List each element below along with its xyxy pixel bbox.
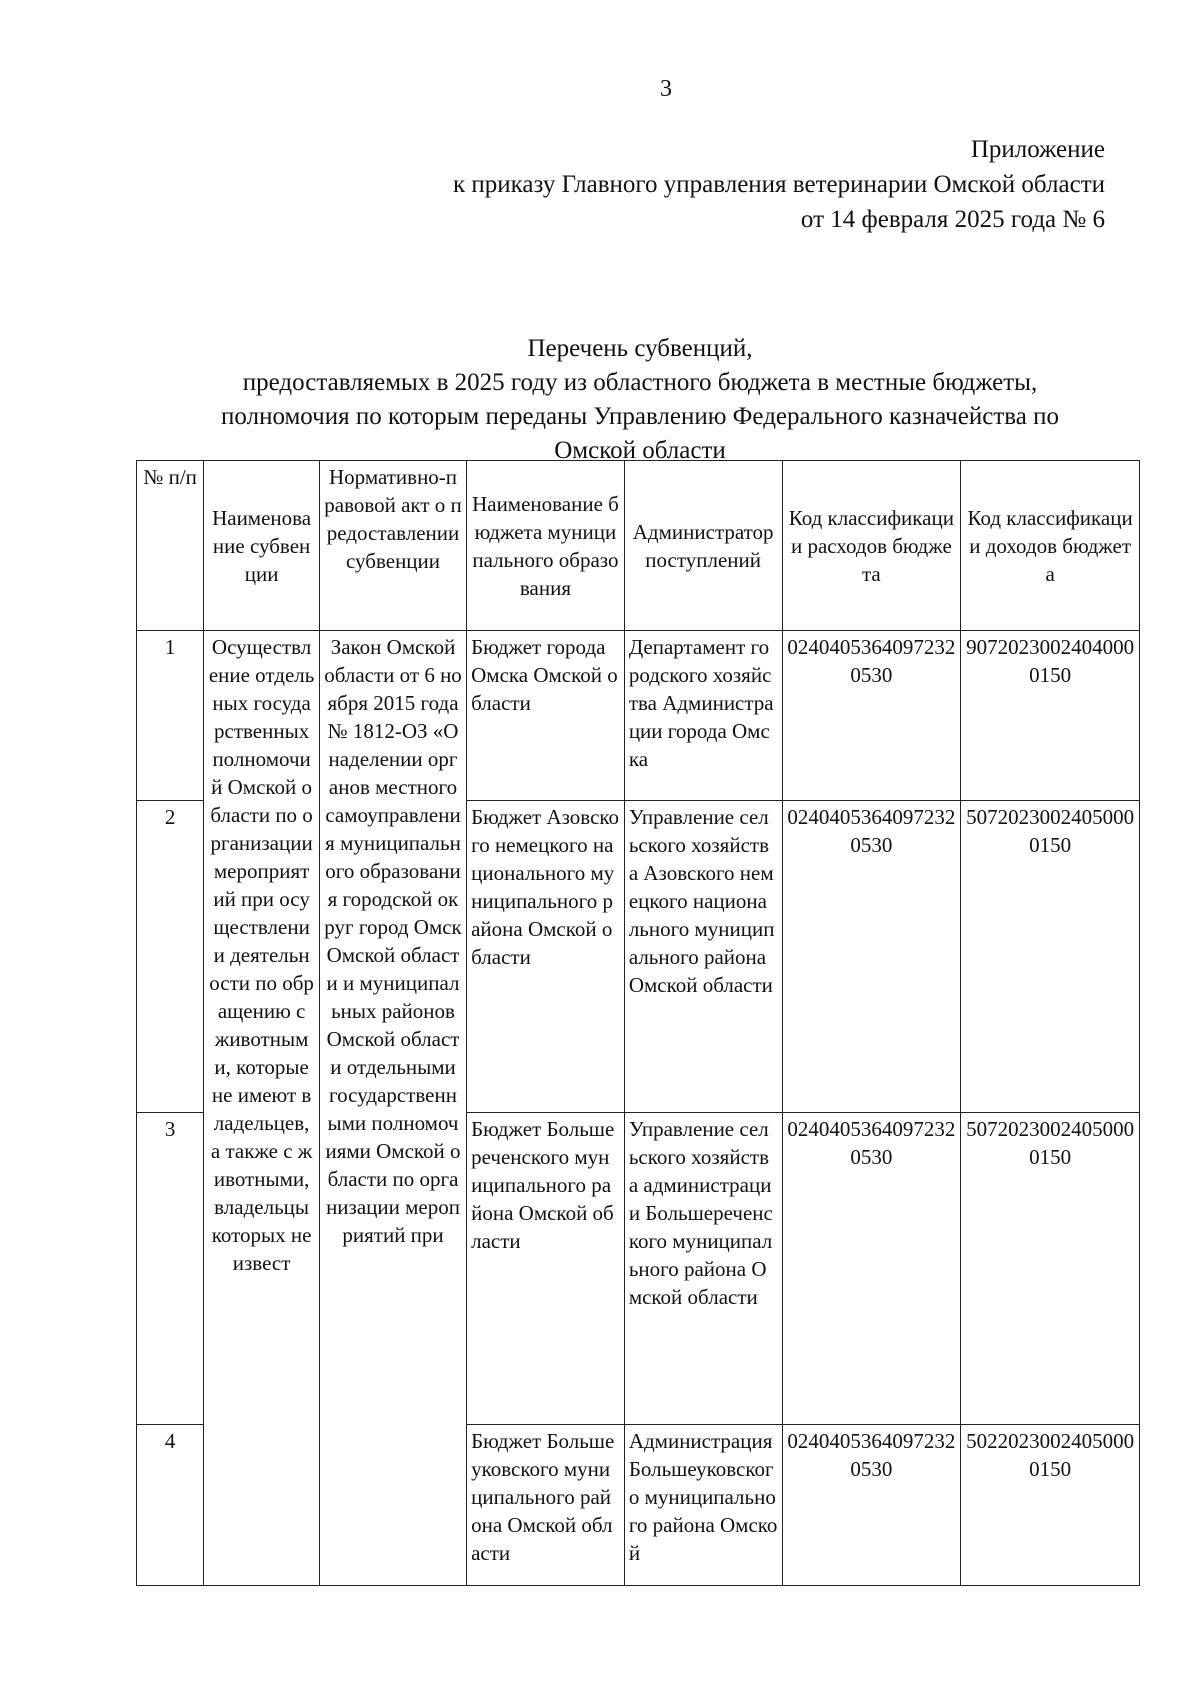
income-code-cell: 50220230024050000150 [961, 1425, 1140, 1586]
appendix-order-date: от 14 февраля 2025 года № 6 [800, 206, 1105, 233]
appendix-header [453, 132, 1105, 237]
header-expense-code: Код классификации расходов бюджета [782, 461, 961, 631]
title-line-3: полномочия по которым переданы Управлению Федерального казначейства по [221, 403, 1059, 430]
title-line-1: Перечень субвенций, [527, 335, 753, 362]
admin-cell: Управление сельского хозяйства Азовского немецкого национального муниципального района Омской области [624, 801, 782, 1113]
subventions-table [136, 460, 1140, 1586]
income-code-cell: 90720230024040000150 [961, 631, 1140, 801]
legal-act-cell: Закон Омской области от 6 ноября 2015 года № 1812-ОЗ «О наделении органов местного самоуправления муниципального образования городской округ город Омск Омской области и муниципальных районов Омской области отдельными государственными полномочиями Омской области по организации мероприятий при [319, 631, 466, 1586]
header-num: № п/п [137, 461, 204, 631]
header-act: Нормативно-правовой акт о предоставлении субвенции [319, 461, 466, 631]
appendix-order-ref: к приказу Главного управления ветеринарии Омской области [452, 171, 1105, 198]
subvention-name-cell: Осуществление отдельных государственных полномочий Омской области по организации мероприятий при осуществлении деятельности по обращению с животными, которые не имеют владельцев, а также с животными, владельцы которых неизвест [204, 631, 320, 1586]
budget-cell: Бюджет Большеуковского муниципального района Омской области [467, 1425, 625, 1586]
table-header-row [137, 461, 1140, 631]
header-admin: Администратор поступлений [624, 461, 782, 631]
expense-code-cell: 02404053640972320530 [782, 801, 961, 1113]
page-number: 3 [660, 76, 672, 102]
expense-code-cell: 02404053640972320530 [782, 631, 961, 801]
row-num: 3 [137, 1113, 204, 1425]
table-row [137, 631, 1140, 801]
budget-cell: Бюджет Азовского немецкого национального муниципального района Омской области [467, 801, 625, 1113]
income-code-cell: 50720230024050000150 [961, 801, 1140, 1113]
header-income-code: Код классификации доходов бюджета [961, 461, 1140, 631]
title-line-4: Омской области [554, 437, 726, 464]
header-budget: Наименование бюджета муниципального образования [467, 461, 625, 631]
expense-code-cell: 02404053640972320530 [782, 1113, 961, 1425]
admin-cell: Департамент городского хозяйства Администрации города Омска [624, 631, 782, 801]
budget-cell: Бюджет Большереченского муниципального района Омской области [467, 1113, 625, 1425]
row-num: 4 [137, 1425, 204, 1586]
admin-cell: Управление сельского хозяйства администрации Большереченского муниципального района Омской области [624, 1113, 782, 1425]
header-name: Наименование субвенции [204, 461, 320, 631]
budget-cell: Бюджет города Омска Омской области [467, 631, 625, 801]
expense-code-cell: 02404053640972320530 [782, 1425, 961, 1586]
income-code-cell: 50720230024050000150 [961, 1113, 1140, 1425]
row-num: 2 [137, 801, 204, 1113]
admin-cell: Администрация Большеуковского муниципального района Омской [624, 1425, 782, 1586]
title-line-2: предоставляемых в 2025 году из областного бюджета в местные бюджеты, [242, 369, 1038, 396]
row-num: 1 [137, 631, 204, 801]
appendix-label: Приложение [970, 136, 1105, 163]
document-title [140, 332, 1140, 468]
